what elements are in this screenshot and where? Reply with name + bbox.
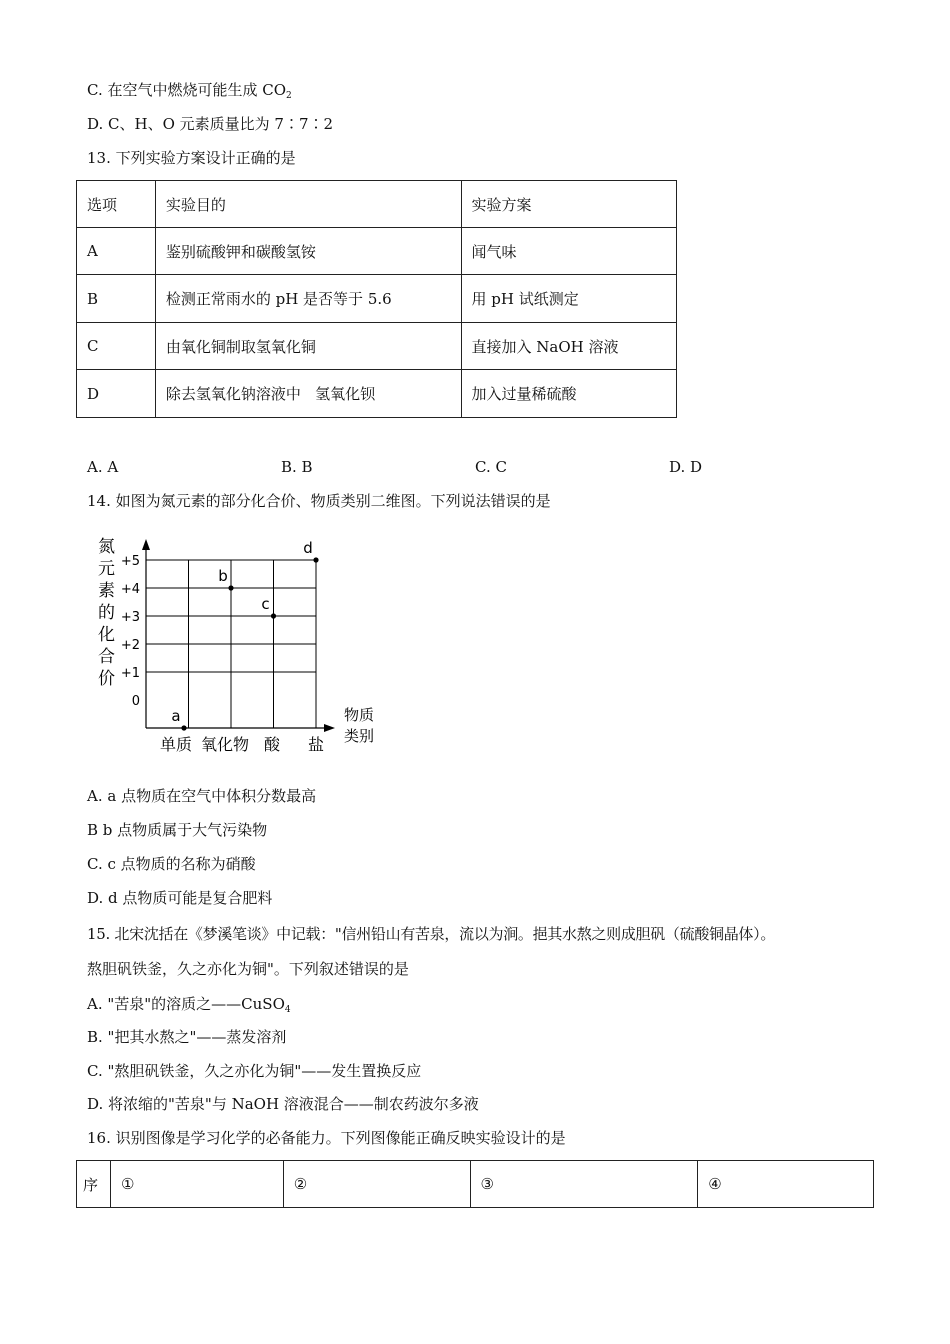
table-row [77,275,677,323]
chart-y-axis-label-char: 价 [98,669,115,689]
table-row [77,228,677,275]
q13-row-c-plan: 直接加入 NaOH 溶液 [461,323,676,370]
q14-chart [92,530,392,760]
chart-x-axis-arrow [324,724,335,732]
q15-option-a-subscript: 4 [284,1005,291,1015]
q13-table [76,180,677,418]
q13-option-c: C. C [475,458,507,476]
q15-option-a [87,994,291,1020]
chart-grid [146,560,316,728]
chart-axes [142,539,335,732]
q13-row-b-plan: 用 pH 试纸测定 [461,275,676,323]
chart-y-tick-label: +2 [120,638,140,653]
chart-x-tick-label: 单质 [159,735,193,754]
q16-header-2: ② [283,1161,470,1208]
q13-option-b: B. B [281,458,313,476]
q13-row-a-purpose: 鉴别硫酸钾和碳酸氢铵 [155,228,461,275]
q16-header-3: ③ [470,1161,698,1208]
q15-option-a-text: A. "苦泉"的溶质之——CuSO [87,995,285,1013]
chart-y-axis-label-char: 素 [98,581,115,601]
q13-option-a: A. A [87,458,119,476]
q12-option-c-text: C. 在空气中燃烧可能生成 CO [87,81,287,99]
q13-header-purpose: 实验目的 [155,181,461,228]
q16-stem: 16. 识别图像是学习化学的必备能力。下列图像能正确反映实验设计的是 [87,1129,566,1147]
chart-point-label-a: a [171,707,181,725]
chart-y-axis-label-char: 合 [98,647,115,667]
q15-stem-line2: 熬胆矾铁釜，久之亦化为铜"。下列叙述错误的是 [87,960,409,978]
q16-header-index: 序 [77,1161,111,1208]
chart-y-tick-label: +3 [120,610,140,625]
q13-row-c-option: C [77,323,156,370]
chart-point-label-b: b [218,567,228,585]
q12-option-d: D. C、H、O 元素质量比为 7∶7∶2 [87,115,334,133]
chart-x-axis-label-line2: 类别 [344,727,375,745]
q15-option-c: C. "熬胆矾铁釜，久之亦化为铜"——发生置换反应 [87,1062,422,1080]
q16-header-4: ④ [698,1161,874,1208]
chart-y-axis-label-char: 的 [98,603,115,623]
chart-y-tick-label: +5 [120,554,140,569]
chart-y-tick-label: +1 [120,666,140,681]
q13-row-c-purpose: 由氧化铜制取氢氧化铜 [155,323,461,370]
q16-table [76,1160,874,1208]
chart-x-tick-label: 氧化物 [200,735,250,754]
q16-header-1: ① [110,1161,283,1208]
chart-point-c [271,613,276,618]
q12-option-c [87,80,292,106]
q13-row-d-option: D [77,370,156,418]
q13-options [87,457,863,477]
chart-x-tick-label: 盐 [307,735,325,754]
chart-points [171,539,318,731]
q14-option-c: C. c 点物质的名称为硝酸 [87,855,256,873]
q14-option-d: D. d 点物质可能是复合肥料 [87,889,273,907]
chart-y-axis-label-char: 氮 [98,537,115,557]
chart-point-d [313,557,318,562]
q13-row-b-purpose: 检测正常雨水的 pH 是否等于 5.6 [155,275,461,323]
q15-option-d: D. 将浓缩的"苦泉"与 NaOH 溶液混合——制农药波尔多液 [87,1095,479,1113]
chart-point-label-d: d [303,539,313,557]
q15-option-b: B. "把其水熬之"——蒸发溶剂 [87,1028,287,1046]
chart-y-tick-label: 0 [131,694,140,709]
q13-row-a-option: A [77,228,156,275]
chart-point-a [181,725,186,730]
chart-y-tick-labels [121,554,140,709]
chart-x-axis-label-line1: 物质 [344,706,375,724]
q14-stem: 14. 如图为氮元素的部分化合价、物质类别二维图。下列说法错误的是 [87,492,551,510]
chart-y-axis-label-char: 化 [98,625,115,645]
chart-x-category-labels [160,735,324,754]
q14-option-b: B b 点物质属于大气污染物 [87,821,268,839]
chart-point-b [228,585,233,590]
chart-x-tick-label: 酸 [263,735,281,754]
q14-option-a: A. a 点物质在空气中体积分数最高 [87,787,317,805]
q13-row-d-purpose: 除去氢氧化钠溶液中 氢氧化钡 [155,370,461,418]
chart-y-tick-label: +4 [120,582,140,597]
chart-y-axis-label-char: 元 [98,559,115,579]
chart-point-label-c: c [261,595,270,613]
q13-row-a-plan: 闻气味 [461,228,676,275]
chart-y-axis-arrow [142,539,150,550]
q13-header-option: 选项 [77,181,156,228]
q13-row-d-plan: 加入过量稀硫酸 [461,370,676,418]
q13-row-b-option: B [77,275,156,323]
table-row [77,370,677,418]
q13-table-header-row [77,181,677,228]
chart-y-axis-label [98,537,115,689]
q13-stem: 13. 下列实验方案设计正确的是 [87,149,296,167]
q12-option-c-subscript: 2 [286,91,292,101]
q16-table-header-row [77,1161,874,1208]
q13-option-d: D. D [669,458,703,476]
q15-stem-line1: 15. 北宋沈括在《梦溪笔谈》中记载："信州铅山有苦泉，流以为涧。挹其水熬之则成胆矾（硫酸铜晶体）。 [87,925,776,943]
q13-header-plan: 实验方案 [461,181,676,228]
table-row [77,323,677,370]
